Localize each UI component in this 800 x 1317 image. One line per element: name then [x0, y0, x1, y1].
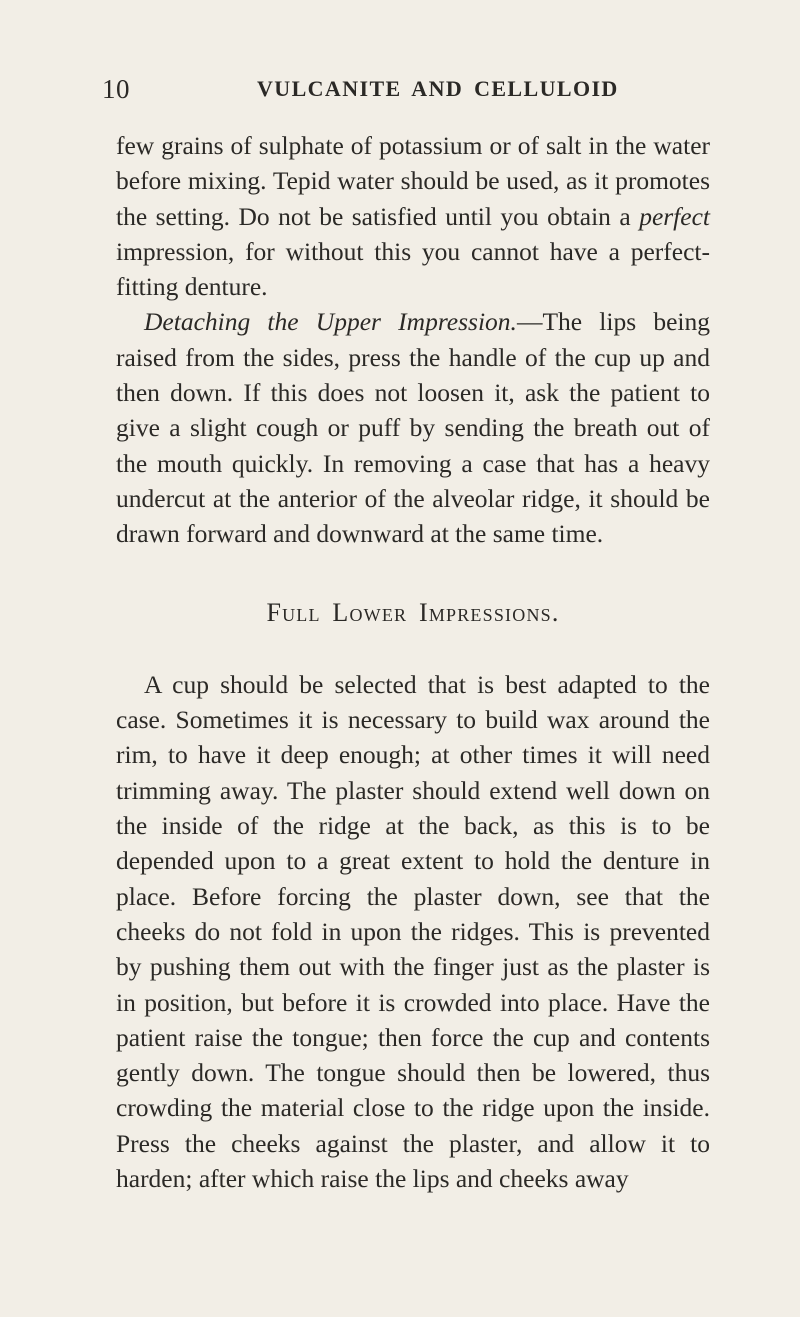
running-title: VULCANITE AND CELLULOID	[257, 76, 619, 101]
body-text	[116, 128, 710, 1196]
run-in-heading: Detaching the Upper Impression.	[144, 307, 517, 337]
paragraph-detaching	[116, 304, 710, 551]
paragraph-lower-impressions: A cup should be selected that is best adapted to the case. Sometimes it is necessary to build wax around the rim, to have it deep enough; at other times it will need trimming away. The plaster should extend well down on the inside of the ridge at the back, as this is to be depended upon to a great extent to hold the denture in place. Before forcing the plaster down, see that the cheeks do not fold in upon the ridges. This is prevented by pushing them out with the finger just as the plaster is in position, but before it is crowded into place. Have the patient raise the tongue; then force the cup and contents gently down. The tongue should then be lowered, thus crowding the material close to the ridge upon the inside. Press the cheeks against the plaster, and allow it to harden; after which raise the lips and cheeks away	[116, 669, 710, 1194]
paragraph-text: —The lips being raised from the sides, press the handle of the cup up and then down. If this does not loosen it, ask the patient to give a slight cough or puff by sending the breath out of the mouth quickly. In removing a case that has a heavy undercut at the anterior of the alveolar ridge, it should be drawn forward and downward at the same time.	[116, 307, 711, 549]
paragraph-text: few grains of sulphate of potassium or of salt in the water before mixing. Tepid water should be used, as it promotes the setting. Do not be satisfied until you obtain a	[116, 131, 710, 231]
paragraph-text-rest: impression, for without this you cannot have a perfect-fitting denture.	[116, 236, 710, 302]
section-heading: Full Lower Impressions.	[266, 597, 560, 627]
paragraph-continuation	[116, 128, 710, 304]
running-head	[102, 74, 702, 104]
emphasis-text: perfect	[639, 201, 710, 231]
page-number: 10	[102, 74, 130, 104]
